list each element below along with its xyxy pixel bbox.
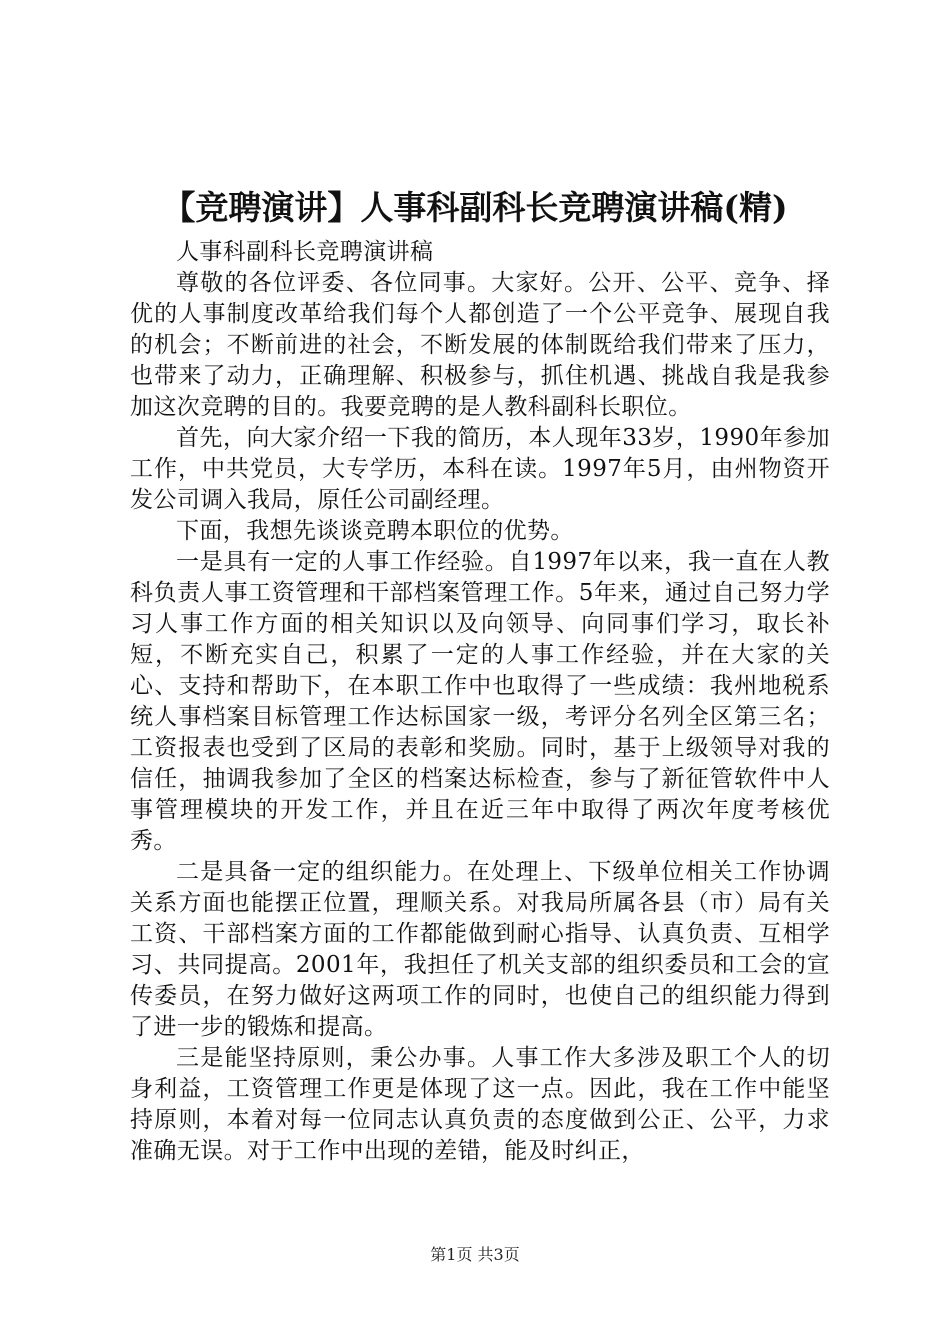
advantage-two-paragraph: 二是具备一定的组织能力。在处理上、下级单位相关工作协调关系方面也能摆正位置，理顺关系。对我局所属各县（市）局有关工资、干部档案方面的工作都能做到耐心指导、认真负责、互相学习、共同提高。2001年，我担任了机关支部的组织委员和工会的宣传委员，在努力做好这两项工作的同时，也使自己的组织能力得到了进一步的锻炼和提高。 [130,859,830,1040]
document-title: 【竞聘演讲】人事科副科长竞聘演讲稿(精) [162,188,788,227]
transition-paragraph: 下面，我想先谈谈竞聘本职位的优势。 [176,518,574,544]
advantage-one-paragraph: 一是具有一定的人事工作经验。自1997年以来，我一直在人教科负责人事工资管理和干部档案管理工作。5年来，通过自己努力学习人事工作方面的相关知识以及向领导、向同事们学习，取长补短，不断充实自己，积累了一定的人事工作经验，并在大家的关心、支持和帮助下，在本职工作中也取得了一些成绩：我州地税系统人事档案目标管理工作达标国家一级，考评分名列全区第三名；工资报表也受到了区局的表彰和奖励。同时，基于上级领导对我的信任，抽调我参加了全区的档案达标检查，参与了新征管软件中人事管理模块的开发工作，并且在近三年中取得了两次年度考核优秀。 [130,549,830,854]
document-body [130,237,830,1167]
subtitle-paragraph: 人事科副科长竞聘演讲稿 [176,239,434,265]
greeting-paragraph: 尊敬的各位评委、各位同事。大家好。公开、公平、竞争、择优的人事制度改革给我们每个人都创造了一个公平竞争、展现自我的机会；不断前进的社会，不断发展的体制既给我们带来了压力，也带来了动力，正确理解、积极参与，抓住机遇、挑战自我是我参加这次竞聘的目的。我要竞聘的是人教科副科长职位。 [130,270,830,420]
page-number: 第1页 共3页 [430,1245,520,1264]
resume-paragraph: 首先，向大家介绍一下我的简历，本人现年33岁，1990年参加工作，中共党员，大专学历，本科在读。1997年5月，由州物资开发公司调入我局，原任公司副经理。 [130,425,830,513]
advantage-three-paragraph: 三是能坚持原则，秉公办事。人事工作大多涉及职工个人的切身利益，工资管理工作更是体现了这一点。因此，我在工作中能坚持原则，本着对每一位同志认真负责的态度做到公正、公平，力求准确无误。对于工作中出现的差错，能及时纠正， [130,1045,830,1164]
